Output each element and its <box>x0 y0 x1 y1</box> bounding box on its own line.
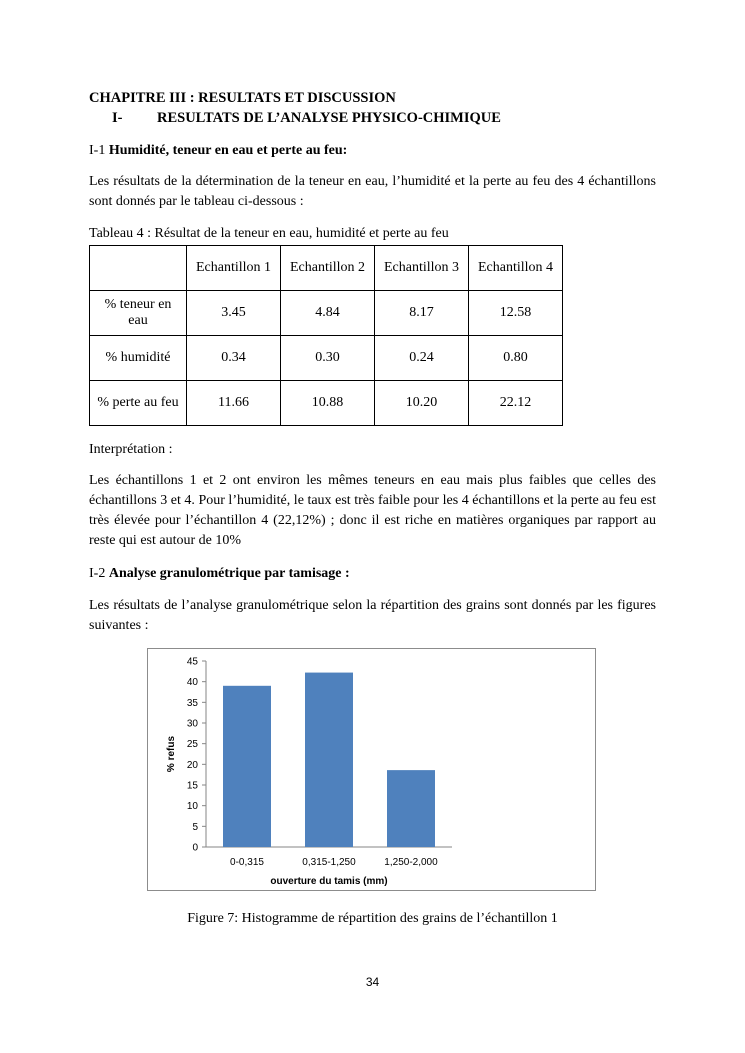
bar-3 <box>387 770 435 847</box>
subsection-2-title: Analyse granulométrique par tamisage : <box>108 566 350 581</box>
table-row <box>90 336 563 381</box>
subsection-1-title: Humidité, teneur en eau et perte au feu: <box>108 143 348 158</box>
table-header-cell <box>90 246 187 291</box>
y-tick-label: 20 <box>186 759 198 771</box>
table-cell: 4.84 <box>281 291 375 336</box>
y-tick-label: 15 <box>186 780 198 792</box>
y-tick-label: 35 <box>186 697 198 709</box>
table-cell: 11.66 <box>187 381 281 426</box>
table-cell: 0.24 <box>375 336 469 381</box>
table-header-cell: Echantillon 4 <box>469 246 563 291</box>
table-cell: 0.34 <box>187 336 281 381</box>
table-row-label: % humidité <box>90 336 187 381</box>
table-cell: 8.17 <box>375 291 469 336</box>
section-heading <box>112 108 501 128</box>
table-header-cell: Echantillon 1 <box>187 246 281 291</box>
table-cell: 10.88 <box>281 381 375 426</box>
chart-frame <box>147 648 596 891</box>
interpretation-paragraph: Les échantillons 1 et 2 ont environ les mêmes teneurs en eau mais plus faibles que celles des échantillons 3 et 4. Pour l’humidité, le taux est très faible pour les 4 échantillons et la perte au feu est très élevée pour l’échantillon 4 (22,12%) ; donc il est riche en matières organiques par rapport au reste qui est autour de 10% <box>89 473 656 548</box>
table-cell: 0.30 <box>281 336 375 381</box>
chapter-title: CHAPITRE III : RESULTATS ET DISCUSSION <box>89 90 396 106</box>
y-tick-label: 25 <box>186 739 198 751</box>
table-cell: 12.58 <box>469 291 563 336</box>
subsection-2-number: I-2 <box>89 566 106 581</box>
table-row <box>90 291 563 336</box>
y-tick-label: 30 <box>186 718 198 730</box>
subsection-1-heading <box>89 141 347 161</box>
results-table <box>89 245 563 426</box>
table-header-cell: Echantillon 3 <box>375 246 469 291</box>
y-axis-label: % refus <box>166 735 177 773</box>
table-caption: Tableau 4 : Résultat de la teneur en eau, humidité et perte au feu <box>89 226 449 241</box>
table-cell: 10.20 <box>375 381 469 426</box>
x-tick-label: 1,250-2,000 <box>384 857 438 868</box>
intro-paragraph-2: Les résultats de l’analyse granulométrique selon la répartition des grains sont donnés par les figures suivantes : <box>89 598 656 633</box>
intro-paragraph-1: Les résultats de la détermination de la teneur en eau, l’humidité et la perte au feu des 4 échantillons sont donnés par le tableau ci-dessous : <box>89 174 656 209</box>
x-tick-label: 0-0,315 <box>230 857 264 868</box>
table-row-label: % perte au feu <box>90 381 187 426</box>
interpretation-label: Interprétation : <box>89 442 173 457</box>
y-tick-label: 45 <box>186 656 198 668</box>
table-header-cell: Echantillon 2 <box>281 246 375 291</box>
x-axis-label: ouverture du tamis (mm) <box>270 876 388 887</box>
subsection-1-number: I-1 <box>89 143 106 158</box>
table-cell: 0.80 <box>469 336 563 381</box>
grain-distribution-chart <box>148 649 595 890</box>
bar-1 <box>223 686 271 847</box>
table-row-label: % teneur en eau <box>90 291 187 336</box>
section-number: I- <box>112 110 123 126</box>
table-row <box>90 381 563 426</box>
y-tick-label: 5 <box>192 821 198 833</box>
x-tick-label: 0,315-1,250 <box>302 857 356 868</box>
y-tick-label: 0 <box>192 842 198 854</box>
y-tick-label: 10 <box>186 801 198 813</box>
subsection-2-heading <box>89 564 350 584</box>
table-cell: 3.45 <box>187 291 281 336</box>
table-cell: 22.12 <box>469 381 563 426</box>
table-header-row <box>90 246 563 291</box>
y-tick-label: 40 <box>186 677 198 689</box>
section-title: RESULTATS DE L’ANALYSE PHYSICO-CHIMIQUE <box>157 110 501 126</box>
bar-2 <box>305 673 353 847</box>
figure-caption: Figure 7: Histogramme de répartition des grains de l’échantillon 1 <box>187 911 558 926</box>
page-number: 34 <box>365 975 380 989</box>
